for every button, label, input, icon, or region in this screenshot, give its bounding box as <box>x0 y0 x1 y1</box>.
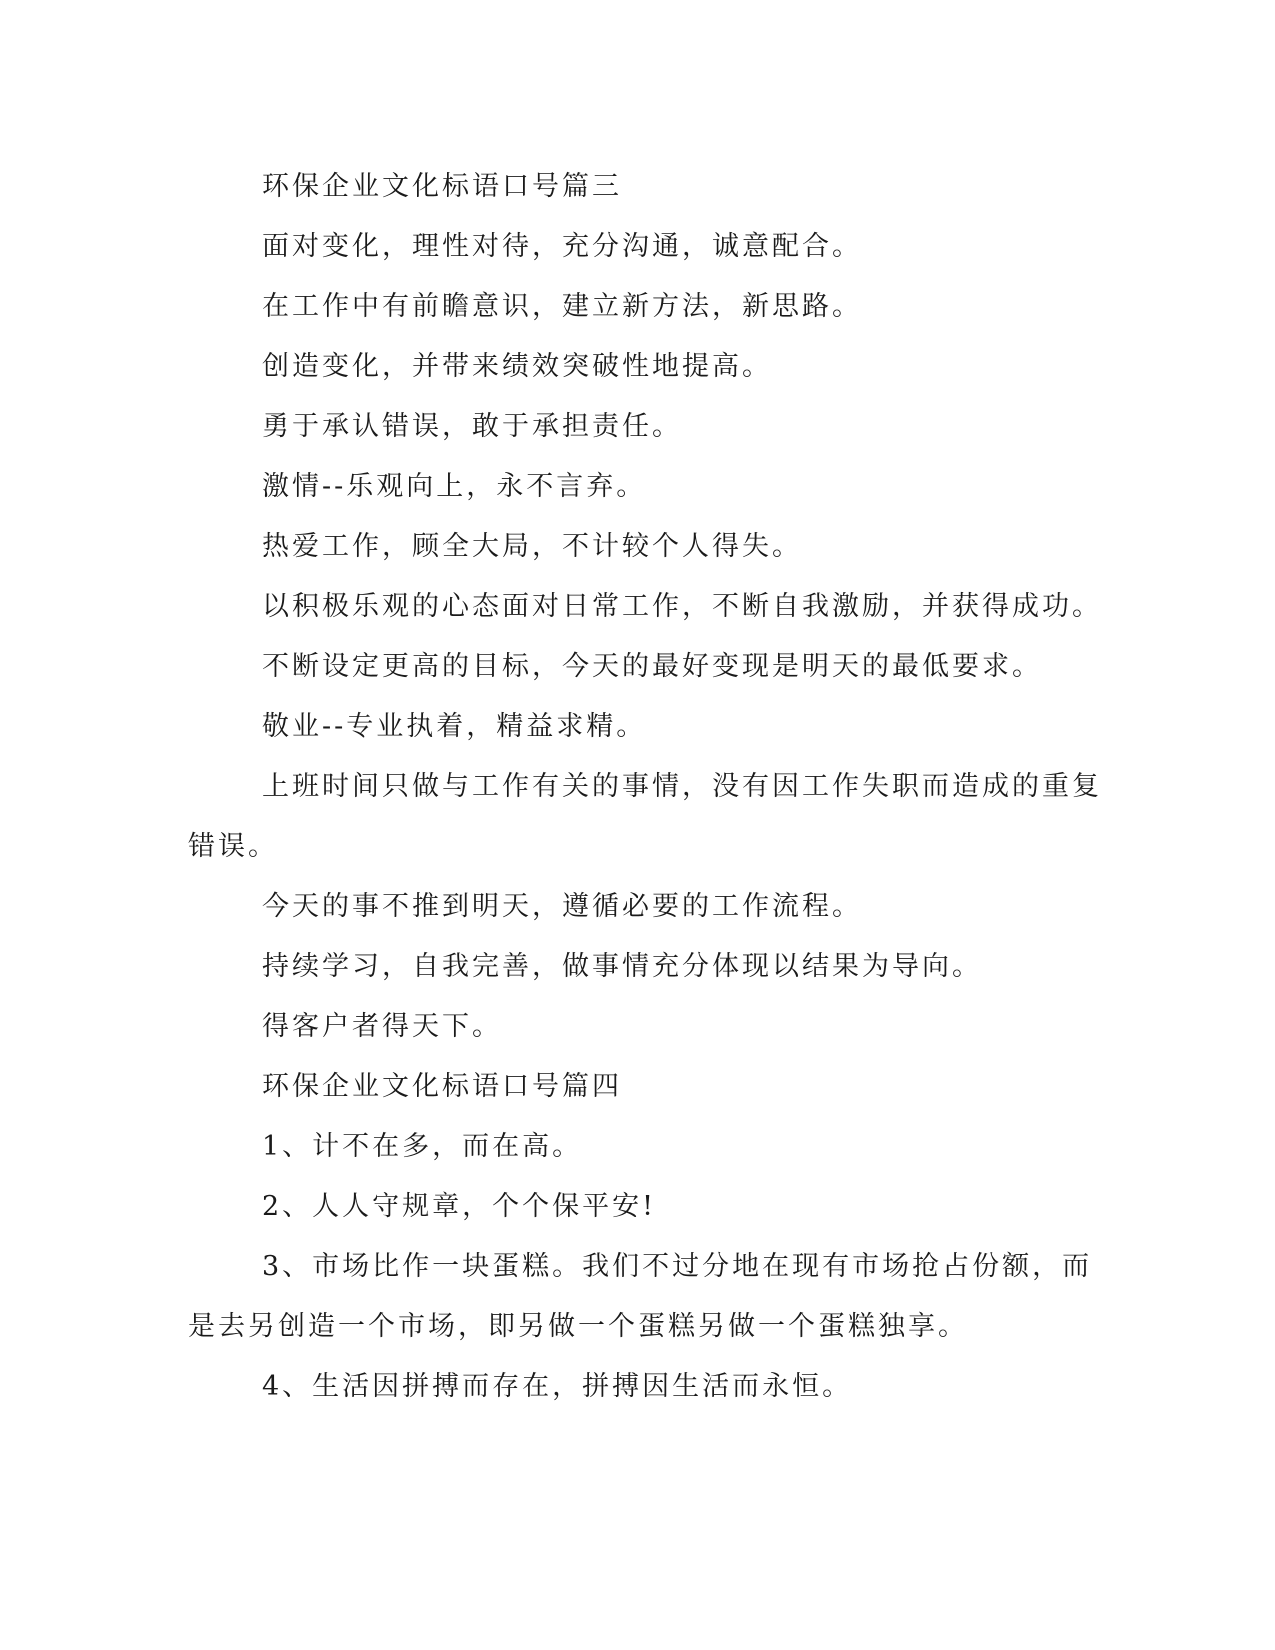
list-item: 4、生活因拼搏而存在，拼搏因生活而永恒。 <box>262 1371 853 1402</box>
paragraph: 以积极乐观的心态面对日常工作，不断自我激励，并获得成功。 <box>262 591 1102 622</box>
list-item-continuation: 是去另创造一个市场，即另做一个蛋糕另做一个蛋糕独享。 <box>188 1311 968 1342</box>
paragraph: 上班时间只做与工作有关的事情，没有因工作失职而造成的重复 <box>262 771 1102 802</box>
paragraph: 勇于承认错误，敢于承担责任。 <box>262 411 682 442</box>
paragraph: 热爱工作，顾全大局，不计较个人得失。 <box>262 531 802 562</box>
list-item: 3、市场比作一块蛋糕。我们不过分地在现有市场抢占份额，而 <box>262 1251 1093 1282</box>
list-item: 2、人人守规章，个个保平安! <box>262 1191 657 1222</box>
paragraph: 得客户者得天下。 <box>262 1011 502 1042</box>
paragraph: 不断设定更高的目标，今天的最好变现是明天的最低要求。 <box>262 651 1042 682</box>
paragraph: 面对变化，理性对待，充分沟通，诚意配合。 <box>262 231 862 262</box>
section-heading: 环保企业文化标语口号篇三 <box>262 171 622 202</box>
paragraph: 在工作中有前瞻意识，建立新方法，新思路。 <box>262 291 862 322</box>
section-heading: 环保企业文化标语口号篇四 <box>262 1071 622 1102</box>
paragraph: 激情--乐观向上，永不言弃。 <box>262 471 647 502</box>
list-item: 1、计不在多，而在高。 <box>262 1131 583 1162</box>
paragraph: 持续学习，自我完善，做事情充分体现以结果为导向。 <box>262 951 982 982</box>
paragraph: 今天的事不推到明天，遵循必要的工作流程。 <box>262 891 862 922</box>
paragraph: 创造变化，并带来绩效突破性地提高。 <box>262 351 772 382</box>
paragraph: 敬业--专业执着，精益求精。 <box>262 711 647 742</box>
paragraph-continuation: 错误。 <box>188 831 278 862</box>
